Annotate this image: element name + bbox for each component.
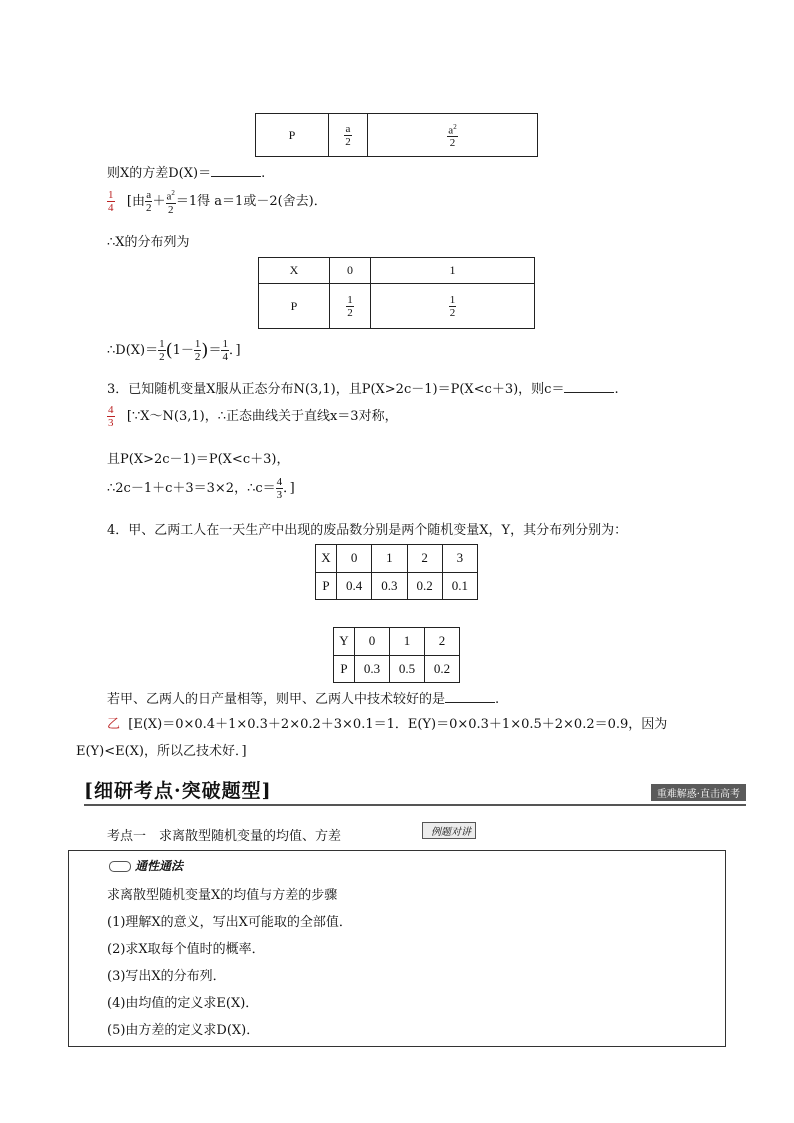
q3-solution-line1: $\frac{4}{3}$ [∵X～N(3,1)，∴正态曲线关于直线x＝3对称， [108, 404, 398, 429]
table-row [256, 114, 538, 157]
q4-solution-line2: E(Y)<E(X)，所以乙技术好．] [76, 744, 247, 759]
table-cell-frac: $\frac{1}{2}$ [330, 284, 371, 329]
section-tag: 重难解惑·直击高考 [651, 784, 746, 801]
table-cell: 0 [355, 628, 390, 656]
table-cell: 1 [371, 258, 535, 284]
q4-table-y [333, 627, 460, 683]
table-cell: 0 [337, 545, 372, 573]
top-distribution-table [255, 113, 538, 157]
q4-table-x [315, 544, 478, 600]
table-cell: P [259, 284, 330, 329]
table-cell: P [334, 655, 355, 683]
table-cell-frac: $\frac{1}{2}$ [371, 284, 535, 329]
table-cell: 1 [390, 628, 425, 656]
q4-solution-line1: 乙 [E(X)＝0×0.4＋1×0.3＋2×0.2＋3×0.1＝1．E(Y)＝0×0.3＋1×0.5＋2×0.2＝0.9，因为 [107, 717, 668, 732]
table-row [334, 655, 460, 683]
q2-solution-line3: ∴D(X)＝ $\frac{1}{2}$ (1－ $\frac{1}{2}$ )＝ $\frac{1}{4}$ ．] [107, 338, 241, 363]
table-cell: X [259, 258, 330, 284]
table-cell: 0.5 [390, 655, 425, 683]
table-cell: 0 [330, 258, 371, 284]
table-cell: P [256, 114, 329, 157]
table-cell: 0.3 [372, 572, 407, 600]
table-row [259, 284, 535, 329]
table-cell: X [316, 545, 337, 573]
method-box [68, 850, 726, 1047]
table-cell: 0.2 [425, 655, 460, 683]
example-badge: 例题对讲 [422, 822, 476, 839]
q2-question: 则X的方差D(X)＝ . [107, 166, 266, 181]
q3-solution-line3: ∴2c－1＋c＋3＝3×2，∴c＝ $\frac{4}{3}$ ．] [107, 476, 295, 501]
method-step: (5)由方差的定义求D(X)． [107, 1023, 260, 1038]
table-cell: 0.2 [407, 572, 442, 600]
q2-solution-line2: ∴X的分布列为 [107, 235, 190, 250]
method-step: (2)求X取每个值时的概率． [107, 942, 265, 957]
table-cell: 3 [442, 545, 477, 573]
section-header [84, 776, 746, 806]
method-intro: 求离散型随机变量X的均值与方差的步骤 [107, 888, 338, 903]
section-title: [细研考点·突破题型] [84, 780, 272, 802]
q2-solution-line1: $\frac{1}{4}$ [由 $\frac{a}{2}$ ＋ $\frac{a^2}{2}$ ＝1得 a＝1或－2(舍去)． [108, 188, 327, 216]
table-cell: 1 [372, 545, 407, 573]
method-label-row: 通性通法 [109, 857, 183, 874]
hand-pointer-icon [109, 861, 131, 872]
table-cell: 0.3 [355, 655, 390, 683]
q2-distribution-table [258, 257, 535, 329]
table-row [316, 545, 478, 573]
method-step: (4)由均值的定义求E(X)． [107, 996, 259, 1011]
answer-fraction: $\frac{4}{3}$ [108, 404, 114, 429]
topic-title: 考点一 求离散型随机变量的均值、方差 [107, 829, 342, 844]
table-cell-frac: $\frac{a}{2}$ [329, 114, 368, 157]
method-step: (3)写出X的分布列． [107, 969, 226, 984]
table-row [334, 628, 460, 656]
table-cell-frac: $\frac{a^2}{2}$ [368, 114, 538, 157]
table-cell: 2 [407, 545, 442, 573]
q3-solution-line2: 且P(X>2c－1)＝P(X<c＋3)， [107, 452, 290, 467]
table-cell: Y [334, 628, 355, 656]
table-cell: 2 [425, 628, 460, 656]
table-cell: 0.4 [337, 572, 372, 600]
table-cell: 0.1 [442, 572, 477, 600]
q4-question: 4．甲、乙两工人在一天生产中出现的废品数分别是两个随机变量X，Y，其分布列分别为： [107, 523, 628, 538]
answer-fraction: $\frac{1}{4}$ [108, 188, 114, 214]
answer-text: 乙 [107, 717, 121, 732]
table-row [316, 572, 478, 600]
q4-question2: 若甲、乙两人的日产量相等，则甲、乙两人中技术较好的是 . [107, 692, 500, 707]
q3-question: 3．已知随机变量X服从正态分布N(3,1)，且P(X>2c－1)＝P(X<c＋3)，则c＝ . [107, 382, 619, 397]
method-step: (1)理解X的意义，写出X可能取的全部值． [107, 915, 352, 930]
table-row [259, 258, 535, 284]
table-cell: P [316, 572, 337, 600]
